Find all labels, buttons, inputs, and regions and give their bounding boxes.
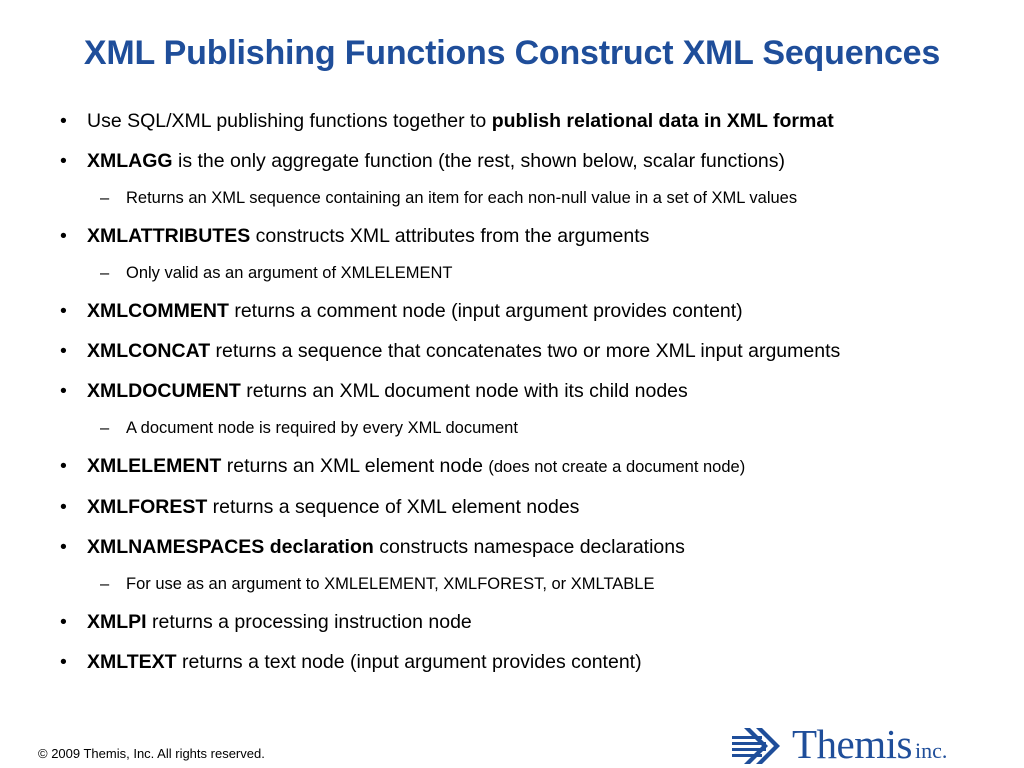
copyright-notice: © 2009 Themis, Inc. All rights reserved. [38,746,265,761]
function-name: XMLCOMMENT [87,300,229,322]
themis-arrow-icon [732,728,788,764]
sub-bullet-text: Only valid as an argument of XMLELEMENT [126,264,453,282]
sub-bullet-text: A document node is required by every XML document [126,419,518,437]
bullet-text: returns a comment node (input argument provides content) [228,300,743,322]
logo-wordmark: Themis [792,721,912,767]
sub-bullet-item [60,263,1010,283]
sub-bullet-marker: – [100,264,110,282]
function-name: XMLDOCUMENT [87,380,241,402]
sub-bullet-marker: – [100,189,110,207]
bullet-item [60,455,1010,479]
bullet-item [60,651,1010,674]
sub-bullet-item [60,418,1010,438]
bullet-marker: • [60,496,67,518]
sub-bullet-text: Returns an XML sequence containing an item for each non-null value in a set of XML values [126,189,798,207]
bullet-emphasis: publish relational data in XML format [491,110,834,132]
bullet-text: returns an XML element node [221,455,489,477]
function-name: XMLELEMENT [87,455,222,477]
function-name: XMLTEXT [87,651,177,673]
bullet-item [60,380,1010,403]
bullet-note: (does not create a document node) [488,458,746,476]
function-name: XMLPI [87,611,147,633]
sub-bullet-marker: – [100,419,110,437]
bullet-item [60,611,1010,634]
bullet-marker: • [60,110,67,132]
bullet-marker: • [60,300,67,322]
bullet-marker: • [60,380,67,402]
sub-bullet-marker: – [100,575,110,593]
bullet-marker: • [60,611,67,633]
bullet-item [60,340,1010,363]
bullet-marker: • [60,150,67,172]
logo-suffix: inc. [914,738,948,763]
function-name: XMLNAMESPACES declaration [87,536,374,558]
bullet-text: returns a sequence that concatenates two or more XML input arguments [210,340,841,362]
function-name: XMLATTRIBUTES [87,225,251,247]
bullet-text: constructs namespace declarations [373,536,685,558]
bullet-marker: • [60,340,67,362]
bullet-text: returns a text node (input argument provides content) [176,651,642,673]
bullet-text: Use SQL/XML publishing functions together to [87,110,492,132]
bullet-item [60,496,1010,519]
bullet-text: constructs XML attributes from the arguments [250,225,650,247]
bullet-item [60,110,1010,133]
sub-bullet-item [60,574,1010,594]
bullet-text: is the only aggregate function (the rest, shown below, scalar functions) [172,150,786,172]
bullet-marker: • [60,536,67,558]
bullet-marker: • [60,651,67,673]
sub-bullet-item [60,188,1010,208]
themis-logo [732,721,948,767]
bullet-item [60,150,1010,173]
bullet-item [60,536,1010,559]
bullet-marker: • [60,225,67,247]
function-name: XMLCONCAT [87,340,211,362]
bullet-list [60,110,1010,674]
bullet-text: returns a processing instruction node [146,611,472,633]
bullet-text: returns an XML document node with its child nodes [240,380,688,402]
bullet-marker: • [60,455,67,477]
sub-bullet-text: For use as an argument to XMLELEMENT, XMLFOREST, or XMLTABLE [126,575,655,593]
slide-title: XML Publishing Functions Construct XML Sequences [83,34,941,72]
bullet-text: returns a sequence of XML element nodes [207,496,580,518]
bullet-item [60,300,1010,323]
bullet-item [60,225,1010,248]
function-name: XMLFOREST [87,496,208,518]
function-name: XMLAGG [87,150,173,172]
